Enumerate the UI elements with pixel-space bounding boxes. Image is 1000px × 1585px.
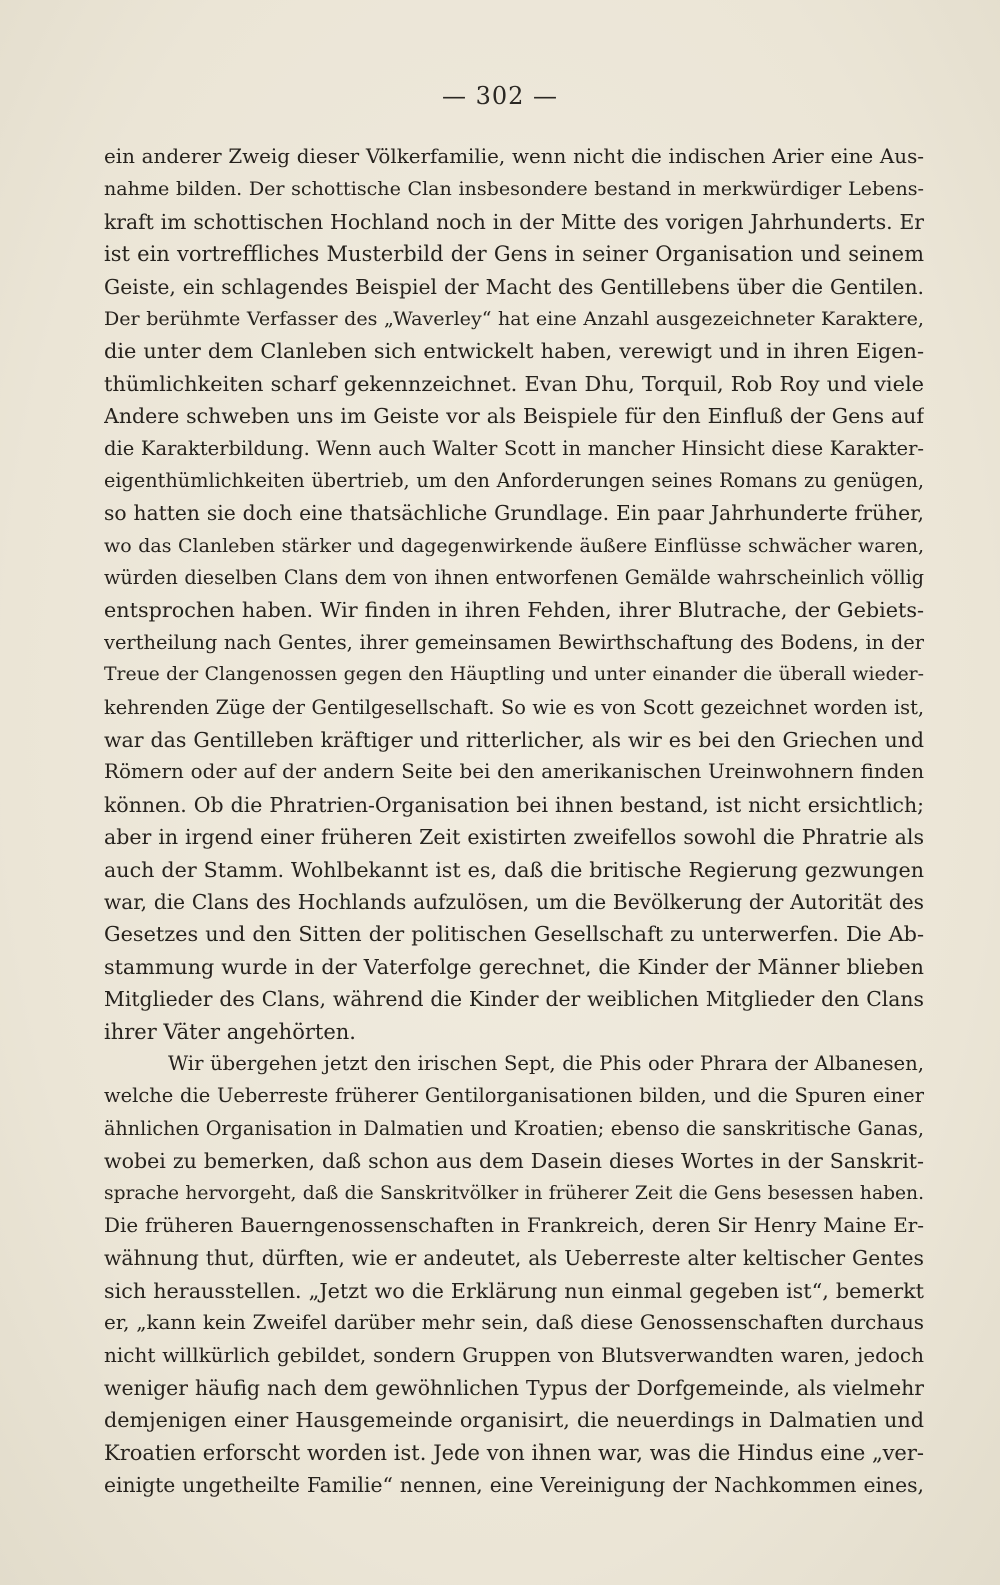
- text-line: Der berühmte Verfasser des „Waverley“ hat eine Anzahl ausgezeichneter Karaktere,: [104, 307, 924, 330]
- text-line: nicht willkürlich gebildet, sondern Gruppen von Blutsverwandten waren, jedoch: [104, 1343, 924, 1368]
- text-line: welche die Ueberreste früherer Gentilorganisationen bilden, und die Spuren einer: [104, 1084, 924, 1108]
- text-line: aber in irgend einer früheren Zeit existirten zweifellos sowohl die Phratrie als: [104, 825, 924, 850]
- text-line: Treue der Clangenossen gegen den Häuptling und unter einander die überall wieder-: [104, 664, 924, 686]
- text-line: auch der Stamm. Wohlbekannt ist es, daß die britische Regierung gezwungen: [104, 857, 924, 882]
- text-line: Die früheren Bauerngenossenschaften in Frankreich, deren Sir Henry Maine Er-: [104, 1213, 924, 1237]
- text-line: würden dieselben Clans dem von ihnen entworfenen Gemälde wahrscheinlich völlig: [104, 566, 924, 590]
- text-line: war, die Clans des Hochlands aufzulösen, um die Bevölkerung der Autorität des: [104, 889, 924, 914]
- text-line: Kroatien erforscht worden ist. Jede von ihnen war, was die Hindus eine „ver-: [104, 1440, 924, 1465]
- text-line: kehrenden Züge der Gentilgesellschaft. So wie es von Scott gezeichnet worden ist,: [104, 695, 924, 719]
- text-line: stammung wurde in der Vaterfolge gerechnet, die Kinder der Männer blieben: [104, 954, 924, 979]
- text-line: so hatten sie doch eine thatsächliche Grundlage. Ein paar Jahrhunderte früher,: [104, 501, 924, 526]
- text-line: ein anderer Zweig dieser Völkerfamilie, wenn nicht die indischen Arier eine Aus-: [104, 145, 924, 168]
- text-line: Geiste, ein schlagendes Beispiel der Macht des Gentillebens über die Gentilen.: [104, 274, 924, 299]
- text-line: kraft im schottischen Hochland noch in der Mitte des vorigen Jahrhunderts. Er: [104, 209, 924, 234]
- text-line: wähnung thut, dürften, wie er andeutet, als Ueberreste alter keltischer Gentes: [104, 1246, 924, 1271]
- text-line: ihrer Väter angehörten.: [104, 1019, 356, 1044]
- text-line: sprache hervorgeht, daß die Sanskritvölker in früherer Zeit die Gens besessen haben.: [104, 1182, 924, 1204]
- text-line: war das Gentilleben kräftiger und ritterlicher, als wir es bei den Griechen und: [104, 728, 924, 753]
- text-line: thümlichkeiten scharf gekennzeichnet. Evan Dhu, Torquil, Rob Roy und viele: [104, 371, 924, 396]
- text-line: nahme bilden. Der schottische Clan insbesondere bestand in merkwürdiger Lebens-: [104, 177, 924, 201]
- text-line: sich herausstellen. „Jetzt wo die Erklärung nun einmal gegeben ist“, bemerkt: [104, 1278, 924, 1303]
- text-line: können. Ob die Phratrien-Organisation bei ihnen bestand, ist nicht ersichtlich;: [104, 792, 924, 817]
- text-line: Andere schweben uns im Geiste vor als Beispiele für den Einfluß der Gens auf: [104, 404, 924, 429]
- text-line: er, „kann kein Zweifel darüber mehr sein, daß diese Genossenschaften durchaus: [104, 1311, 924, 1335]
- text-line: weniger häufig nach dem gewöhnlichen Typus der Dorfgemeinde, als vielmehr: [104, 1375, 924, 1400]
- text-line: Wir übergehen jetzt den irischen Sept, die Phis oder Phrara der Albanesen,: [168, 1051, 924, 1075]
- text-line: Römern oder auf der andern Seite bei den amerikanischen Ureinwohnern finden: [104, 760, 924, 784]
- text-line: vertheilung nach Gentes, ihrer gemeinsamen Bewirthschaftung des Bodens, in der: [104, 630, 924, 654]
- text-line: entsprochen haben. Wir finden in ihren Fehden, ihrer Blutrache, der Gebiets-: [104, 598, 924, 623]
- text-line: Gesetzes und den Sitten der politischen Gesellschaft zu unterwerfen. Die Ab-: [104, 922, 924, 947]
- text-line: ähnlichen Organisation in Dalmatien und Kroatien; ebenso die sanskritische Ganas,: [104, 1116, 924, 1140]
- text-line: wo das Clanleben stärker und dagegenwirkende äußere Einflüsse schwächer waren,: [104, 534, 924, 557]
- text-line: die unter dem Clanleben sich entwickelt haben, verewigt und in ihren Eigen-: [104, 339, 924, 364]
- text-line: die Karakterbildung. Wenn auch Walter Scott in mancher Hinsicht diese Karakter-: [104, 436, 924, 460]
- page-number: — 302 —: [441, 82, 559, 110]
- text-line: wobei zu bemerken, daß schon aus dem Dasein dieses Wortes in der Sanskrit-: [104, 1149, 924, 1174]
- text-line: demjenigen einer Hausgemeinde organisirt, die neuerdings in Dalmatien und: [104, 1408, 924, 1433]
- body-text: [104, 141, 924, 1501]
- text-line: Mitglieder des Clans, während die Kinder der weiblichen Mitglieder den Clans: [104, 987, 924, 1012]
- text-line: eigenthümlichkeiten übertrieb, um den Anforderungen seines Romans zu genügen,: [104, 468, 924, 492]
- text-line: einigte ungetheilte Familie“ nennen, eine Vereinigung der Nachkommen eines,: [104, 1473, 924, 1498]
- text-line: ist ein vortreffliches Musterbild der Gens in seiner Organisation und seinem: [104, 242, 924, 267]
